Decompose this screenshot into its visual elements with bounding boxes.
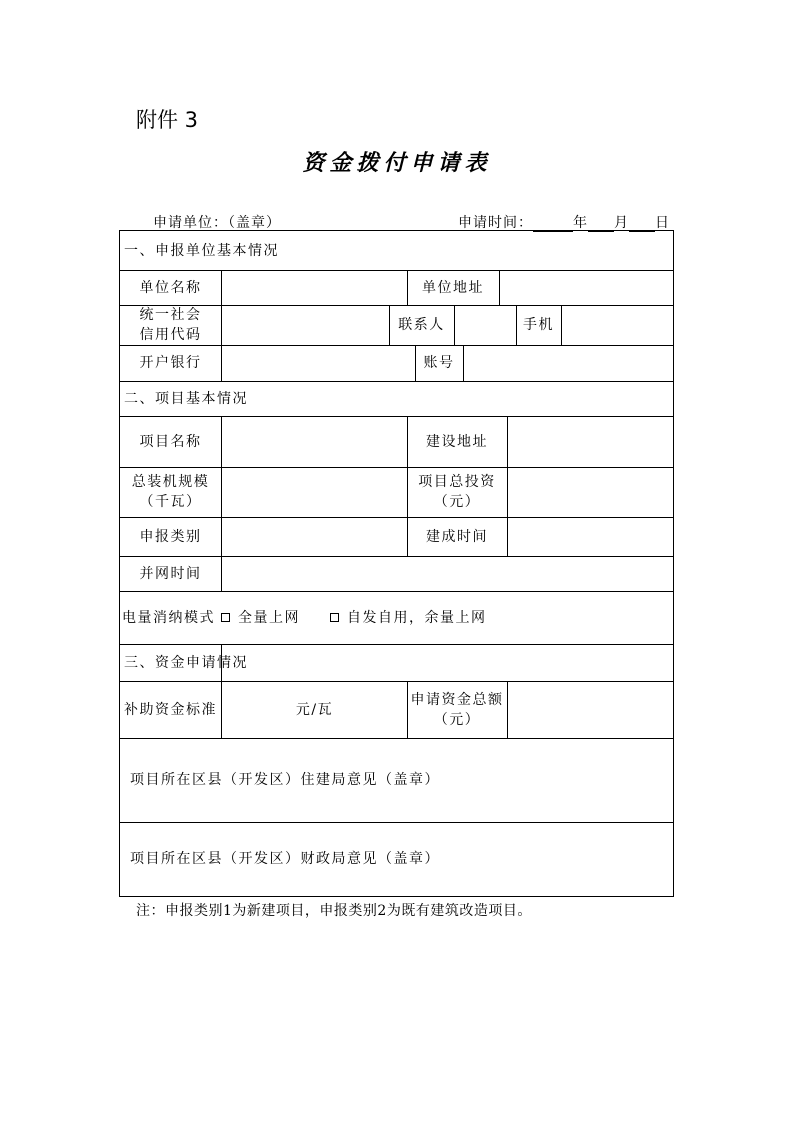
full-grid-checkbox[interactable] bbox=[221, 613, 230, 622]
category-field[interactable] bbox=[222, 518, 407, 556]
footnote: 注：申报类别1为新建项目，申报类别2为既有建筑改造项目。 bbox=[136, 903, 532, 919]
total-amount-line1: 申请资金总额 bbox=[410, 691, 504, 708]
year-label: 年 bbox=[573, 215, 588, 231]
mobile-label: 手机 bbox=[523, 317, 554, 333]
credit-code-line1: 统一社会 bbox=[139, 307, 202, 323]
credit-code-field[interactable] bbox=[222, 306, 389, 345]
self-use-option-label: 自发自用，余量上网 bbox=[347, 609, 487, 626]
credit-code-line2: 信用代码 bbox=[139, 327, 202, 343]
apply-time-label: 申请时间： bbox=[458, 215, 533, 231]
consumption-mode-label: 电量消纳模式 bbox=[122, 609, 215, 626]
unit-address-label: 单位地址 bbox=[422, 279, 484, 296]
mobile-field[interactable] bbox=[562, 306, 673, 345]
consumption-mode-row bbox=[120, 591, 673, 644]
section3-heading: 三、资金申请情况 bbox=[124, 654, 248, 671]
self-use-checkbox[interactable] bbox=[330, 613, 339, 622]
project-name-label: 项目名称 bbox=[139, 433, 202, 450]
credit-code-label bbox=[120, 305, 221, 345]
unit-name-field[interactable] bbox=[222, 271, 407, 305]
grid-time-field[interactable] bbox=[222, 557, 673, 591]
unit-name-label: 单位名称 bbox=[139, 279, 202, 296]
completion-time-field[interactable] bbox=[508, 518, 673, 556]
capacity-line1: 总装机规模 bbox=[131, 474, 210, 490]
account-label: 账号 bbox=[423, 355, 455, 371]
total-amount-line2: （元） bbox=[433, 711, 481, 728]
investment-field[interactable] bbox=[508, 468, 673, 517]
investment-line1: 项目总投资 bbox=[418, 474, 496, 490]
applicant-unit-label: 申请单位：（盖章） bbox=[153, 215, 281, 231]
total-amount-field[interactable] bbox=[508, 682, 673, 738]
full-grid-option-label: 全量上网 bbox=[238, 609, 300, 626]
completion-time-label: 建成时间 bbox=[426, 528, 488, 545]
section1-heading: 一、申报单位基本情况 bbox=[124, 242, 279, 259]
page-title: 资金拨付申请表 bbox=[302, 150, 492, 176]
housing-bureau-opinion[interactable]: 项目所在区县（开发区）住建局意见（盖章） bbox=[130, 772, 440, 788]
contact-field[interactable] bbox=[455, 306, 516, 345]
capacity-line2: （千瓦） bbox=[139, 494, 202, 510]
build-address-label: 建设地址 bbox=[426, 433, 488, 450]
finance-bureau-opinion[interactable]: 项目所在区县（开发区）财政局意见（盖章） bbox=[130, 851, 440, 867]
investment-label bbox=[407, 467, 507, 517]
bank-label: 开户银行 bbox=[139, 355, 202, 371]
subsidy-standard-field[interactable]: 元/瓦 bbox=[295, 702, 334, 718]
month-label: 月 bbox=[614, 215, 629, 231]
unit-address-field[interactable] bbox=[500, 271, 673, 305]
account-field[interactable] bbox=[464, 346, 673, 381]
total-amount-label bbox=[407, 681, 507, 738]
attachment-label: 附件 3 bbox=[136, 108, 199, 132]
section2-heading: 二、项目基本情况 bbox=[124, 390, 248, 407]
capacity-label bbox=[120, 467, 221, 517]
grid-time-label: 并网时间 bbox=[139, 565, 202, 582]
subsidy-standard-label: 补助资金标准 bbox=[124, 701, 217, 718]
build-address-field[interactable] bbox=[508, 417, 673, 467]
day-label: 日 bbox=[655, 215, 670, 231]
bank-field[interactable] bbox=[222, 346, 415, 381]
investment-line2: （元） bbox=[433, 494, 481, 510]
capacity-field[interactable] bbox=[222, 468, 407, 517]
application-form bbox=[119, 230, 674, 897]
contact-label: 联系人 bbox=[398, 317, 445, 333]
apply-time bbox=[458, 212, 670, 232]
category-label: 申报类别 bbox=[139, 528, 202, 545]
project-name-field[interactable] bbox=[222, 417, 407, 467]
